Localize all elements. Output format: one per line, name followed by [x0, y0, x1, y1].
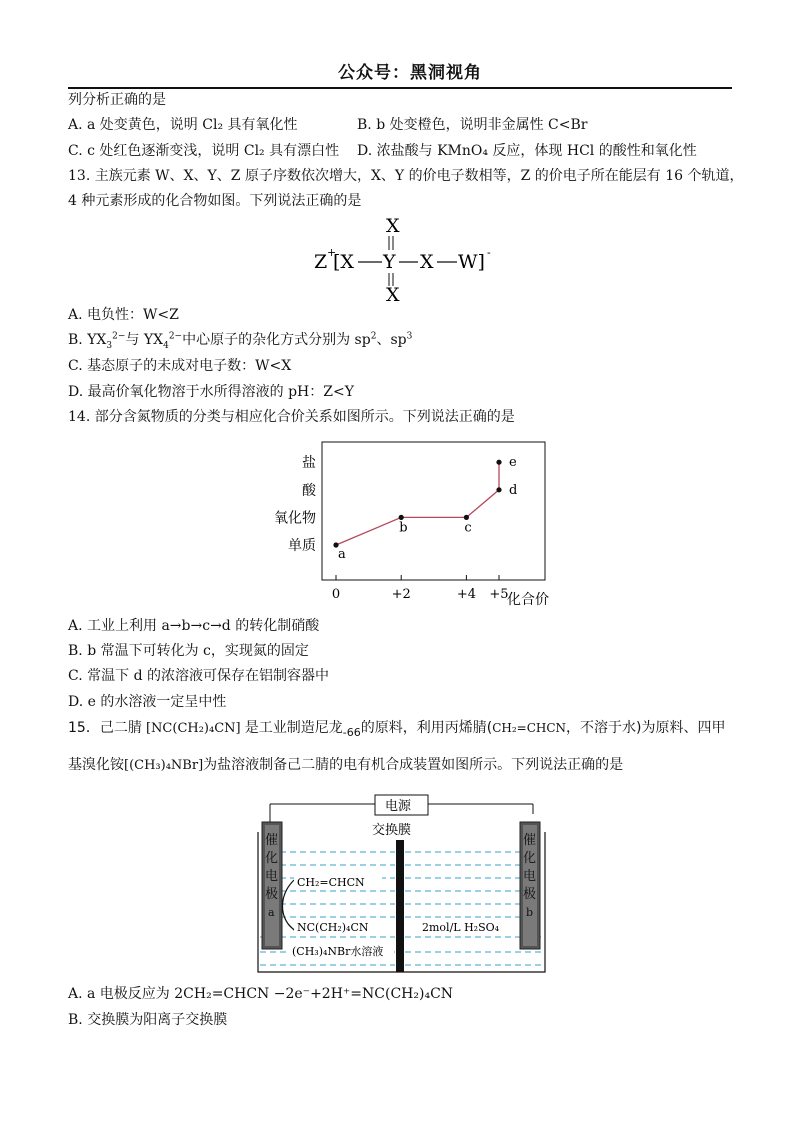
structure-center-y: Y — [383, 251, 396, 273]
data-point-c — [464, 515, 469, 520]
x-tick-label: +2 — [391, 587, 411, 602]
x-axis-label: 化合价 — [507, 592, 549, 607]
structure-bottom-x: X — [386, 284, 400, 304]
data-point-label: a — [338, 547, 346, 562]
structure-right-w: W] — [458, 251, 485, 273]
q12-option-b: B. b 处变橙色，说明非金属性 C<Br — [357, 117, 588, 133]
svg-text:化: 化 — [523, 851, 537, 866]
svg-text:催: 催 — [523, 833, 537, 848]
q12-stem-tail: 列分析正确的是 — [68, 92, 166, 108]
header-watermark: 公众号：黑洞视角 — [338, 63, 482, 83]
svg-text:b: b — [526, 906, 534, 919]
q14-option-d: D. e 的水溶液一定呈中性 — [68, 694, 227, 710]
q14-option-c: C. 常温下 d 的浓溶液可保存在铝制容器中 — [68, 668, 329, 684]
q13-option-d: D. 最高价氧化物溶于水所得溶液的 pH：Z<Y — [68, 384, 354, 400]
q13-option-c: C. 基态原子的未成对电子数：W<X — [68, 358, 292, 374]
y-tick-label: 单质 — [288, 538, 316, 554]
data-point-b — [399, 515, 404, 520]
q15-stem-line1: 15．己二腈 [NC(CH₂)₄CN] 是工业制造尼龙$_{-66}$的原料，利用丙烯腈(CH₂=CHCN，不溶于水)为原料、四甲 — [68, 720, 726, 739]
q13-structure-diagram — [300, 212, 510, 304]
data-point-label: b — [399, 520, 408, 536]
structure-top-x: X — [386, 215, 400, 237]
exchange-membrane — [396, 840, 404, 972]
svg-text:a: a — [268, 906, 275, 919]
q14-option-b: B. b 常温下可转化为 c，实现氮的固定 — [68, 643, 309, 659]
product-label: NC(CH₂)₄CN — [297, 921, 369, 934]
svg-text:电: 电 — [265, 869, 279, 884]
data-point-label: c — [464, 520, 472, 536]
x-tick-label: 0 — [331, 587, 341, 602]
data-point-e — [496, 460, 501, 465]
data-point-label: e — [509, 455, 517, 471]
q15-electrolysis-diagram — [250, 792, 555, 977]
header-rule — [68, 87, 732, 89]
q14-option-a: A. 工业上利用 a→b→c→d 的转化制硝酸 — [68, 618, 320, 634]
svg-text:电: 电 — [523, 869, 537, 884]
q15-option-b: B. 交换膜为阳离子交换膜 — [68, 1012, 228, 1028]
data-point-d — [496, 487, 501, 492]
q15-stem-line2: 基溴化铵[(CH₃)₄NBr]为盐溶液制备己二腈的电有机合成装置如图所示。下列说法正确的是 — [68, 757, 624, 773]
q14-chart — [250, 432, 560, 607]
q12-option-c: C. c 处红色逐渐变浅，说明 Cl₂ 具有漂白性 — [68, 143, 340, 159]
q15-option-a: A. a 电极反应为 2CH₂=CHCN −2e⁻+2H⁺=NC(CH₂)₄CN — [68, 986, 454, 1002]
y-tick-label: 氧化物 — [274, 510, 316, 527]
q13-option-a: A. 电负性：W<Z — [68, 307, 179, 323]
svg-text:化: 化 — [265, 851, 279, 866]
structure-right-x: X — [420, 251, 434, 273]
left-solution-label: (CH₃)₄NBr水溶液 — [292, 945, 384, 958]
structure-cation-charge: + — [327, 246, 337, 259]
svg-text:极: 极 — [523, 887, 537, 902]
structure-left-x: [X — [333, 251, 354, 273]
q13-stem-line2: 4 种元素形成的化合物如图。下列说法正确的是 — [68, 193, 362, 209]
q12-option-d: D. 浓盐酸与 KMnO₄ 反应，体现 HCl 的酸性和氧化性 — [357, 143, 697, 159]
structure-cation: Z — [314, 251, 328, 273]
q12-option-a: A. a 处变黄色，说明 Cl₂ 具有氧化性 — [68, 117, 298, 133]
svg-text:催: 催 — [265, 833, 279, 848]
y-tick-label: 盐 — [302, 455, 316, 472]
structure-anion-charge: - — [487, 246, 491, 259]
power-label: 电源 — [385, 799, 412, 814]
q13-option-b: B. $YX_3^{2-}$与 $YX_4^{2-}$中心原子的杂化方式分别为 $sp^2$、$sp^3$ — [68, 331, 413, 351]
data-point-label: d — [509, 482, 518, 498]
q13-stem-line1: 13. 主族元素 W、X、Y、Z 原子序数依次增大，X、Y 的价电子数相等，Z 的价电子所在能层有 16 个轨道， — [68, 168, 744, 184]
x-tick-label: +5 — [489, 587, 509, 602]
series-line — [336, 462, 499, 545]
membrane-label: 交换膜 — [372, 823, 412, 838]
y-tick-label: 酸 — [302, 482, 316, 499]
reactant-label: CH₂=CHCN — [297, 876, 365, 889]
right-solution-label: 2mol/L H₂SO₄ — [422, 921, 500, 934]
x-tick-label: +4 — [456, 587, 476, 602]
svg-text:极: 极 — [265, 887, 279, 902]
q14-stem: 14. 部分含氮物质的分类与相应化合价关系如图所示。下列说法正确的是 — [68, 409, 515, 425]
